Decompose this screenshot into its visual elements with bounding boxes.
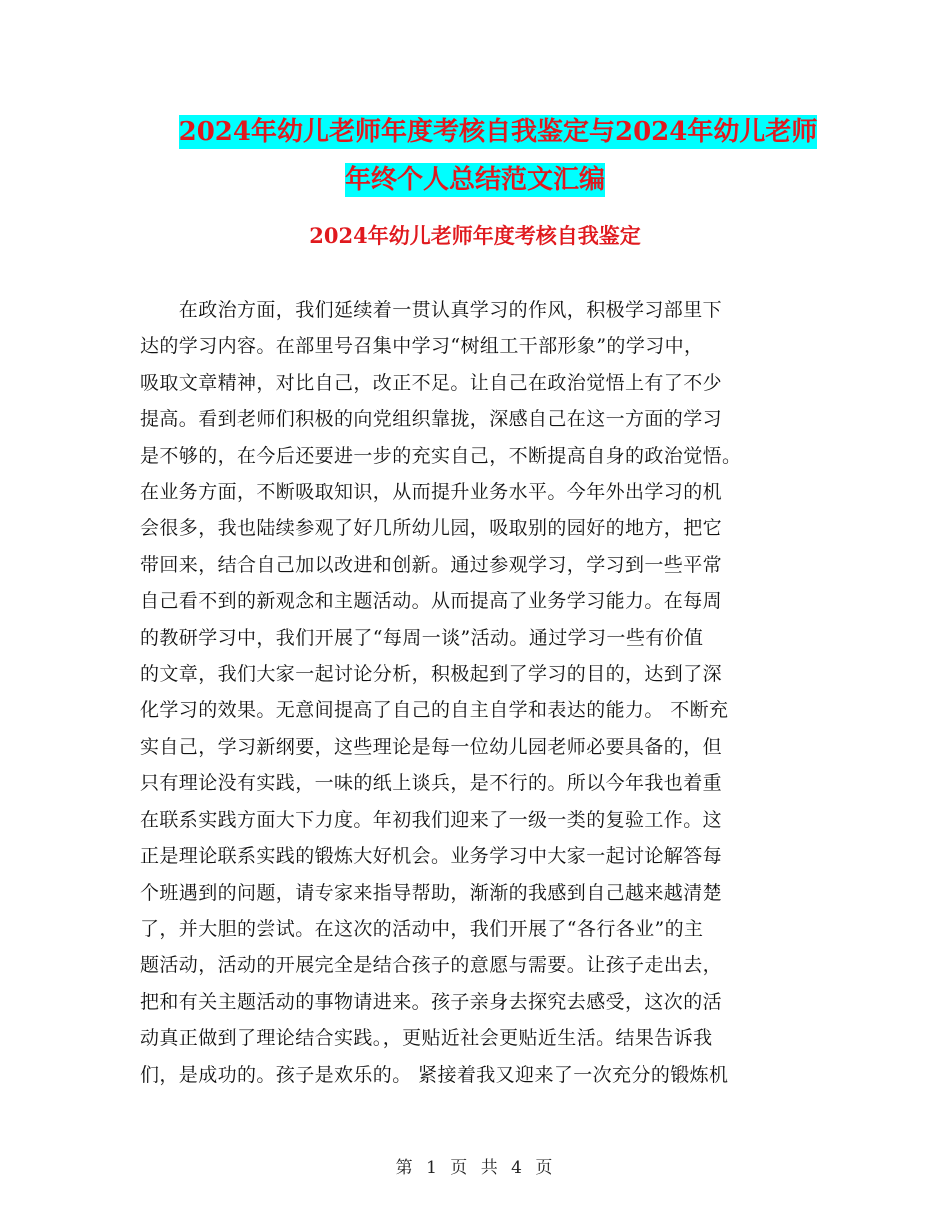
body-line: 带回来，结合自己加以改进和创新。通过参观学习，学习到一些平常 xyxy=(140,553,723,576)
body-line: 题活动，活动的开展完全是结合孩子的意愿与需要。让孩子走出去， xyxy=(140,954,723,977)
document-title-line-1 xyxy=(0,108,950,156)
body-line: 在业务方面，不断吸取知识，从而提升业务水平。今年外出学习的机 xyxy=(140,481,723,504)
body-line: 自己看不到的新观念和主题活动。从而提高了业务学习能力。在每周 xyxy=(140,590,723,613)
body-line: 把和有关主题活动的事物请进来。孩子亲身去探究去感受，这次的活 xyxy=(140,990,723,1013)
body-line: 动真正做到了理论结合实践。，更贴近社会更贴近生活。结果告诉我 xyxy=(140,1027,713,1050)
body-line: 是不够的，在今后还要进一步的充实自己，不断提高自身的政治觉悟。 xyxy=(140,444,742,467)
body-line: 提高。看到老师们积极的向党组织靠拢，深感自己在这一方面的学习 xyxy=(140,408,723,431)
document-title xyxy=(0,108,950,204)
body-line: 的文章，我们大家一起讨论分析，积极起到了学习的目的，达到了深 xyxy=(140,663,723,686)
body-line: 在联系实践方面大下力度。年初我们迎来了一级一类的复验工作。这 xyxy=(140,808,723,831)
document-title-line-2 xyxy=(0,156,950,204)
title-highlight-2: 年终个人总结范文汇编 xyxy=(344,165,605,195)
body-paragraph xyxy=(140,292,812,1093)
title-highlight-1: 2024年幼儿老师年度考核自我鉴定与2024年幼儿老师 xyxy=(178,117,818,147)
body-line: 会很多，我也陆续参观了好几所幼儿园，吸取别的园好的地方，把它 xyxy=(140,517,723,540)
body-line: 只有理论没有实践，一味的纸上谈兵，是不行的。所以今年我也着重 xyxy=(140,772,723,795)
body-line: 们，是成功的。孩子是欢乐的。 紧接着我又迎来了一次充分的锻炼机 xyxy=(140,1063,729,1086)
body-line: 了，并大胆的尝试。在这次的活动中，我们开展了“各行各业”的主 xyxy=(140,917,704,940)
body-line: 个班遇到的问题，请专家来指导帮助，渐渐的我感到自己越来越清楚 xyxy=(140,881,723,904)
body-line: 正是理论联系实践的锻炼大好机会。业务学习中大家一起讨论解答每 xyxy=(140,845,723,868)
page-footer: 第 1 页 共 4 页 xyxy=(395,1158,555,1178)
body-line: 在政治方面，我们延续着一贯认真学习的作风，积极学习部里下 xyxy=(140,299,723,321)
section-title: 2024年幼儿老师年度考核自我鉴定 xyxy=(309,223,641,248)
body-line: 达的学习内容。在部里号召集中学习“树组工干部形象”的学习中， xyxy=(140,335,704,358)
body-line: 的教研学习中，我们开展了“每周一谈”活动。通过学习一些有价值 xyxy=(140,626,704,649)
body-line: 化学习的效果。无意间提高了自己的自主自学和表达的能力。 不断充 xyxy=(140,699,729,722)
body-line: 吸取文章精神，对比自己，改正不足。让自己在政治觉悟上有了不少 xyxy=(140,371,723,394)
body-line: 实自己，学习新纲要，这些理论是每一位幼儿园老师必要具备的，但 xyxy=(140,735,723,758)
